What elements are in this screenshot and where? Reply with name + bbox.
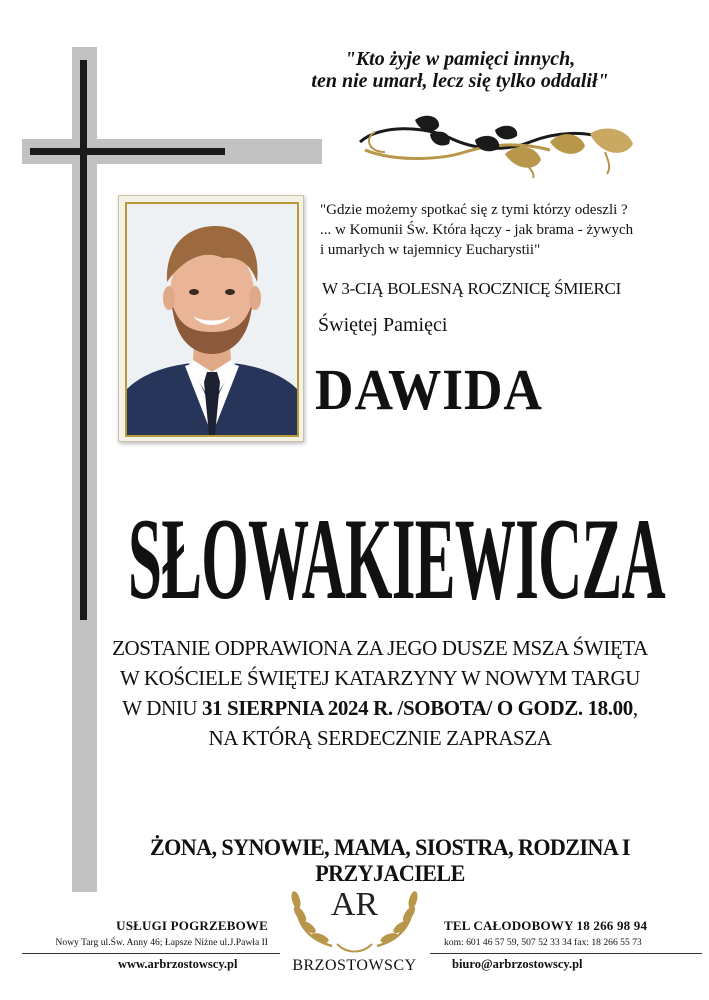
- portrait-photo-frame: [118, 195, 304, 442]
- verse-quote: [320, 200, 690, 260]
- mass-line-1: ZOSTANIE ODPRAWIONA ZA JEGO DUSZE MSZA ŚWIĘTA: [112, 636, 648, 660]
- phone-numbers: kom: 601 46 57 59, 507 52 33 34 fax: 18 266 55 73: [444, 937, 642, 948]
- mass-line-3: [60, 693, 700, 723]
- footer-left: [22, 918, 268, 948]
- memory-text: Świętej Pamięci: [318, 314, 448, 336]
- top-quote: [250, 48, 670, 92]
- vine-leaves-ornament-icon: [355, 112, 640, 180]
- top-quote-line-2: ten nie umarł, lecz się tylko oddalił": [311, 70, 609, 92]
- verse-line-1: "Gdzie możemy spotkać się z tymi którzy odeszli ?: [320, 202, 628, 218]
- portrait-photo: [125, 202, 299, 437]
- mass-line-3-prefix: W DNIU: [122, 696, 202, 720]
- family-signature: ŻONA, SYNOWIE, MAMA, SIOSTRA, RODZINA I PRZYJACIELE: [150, 835, 630, 886]
- verse-line-2: ... w Komunii Św. Która łączy - jak brama - żywych: [320, 222, 634, 238]
- footer-divider-left: [22, 953, 280, 954]
- email-link[interactable]: biuro@arbrzostowscy.pl: [452, 957, 583, 971]
- anniversary-text: W 3-CIĄ BOLESNĄ ROCZNICĘ ŚMIERCI: [322, 279, 621, 298]
- phone-24h: TEL CAŁODOBOWY 18 266 98 94: [444, 918, 648, 933]
- first-name: DAWIDA: [315, 357, 543, 422]
- logo-initials: AR: [330, 886, 379, 923]
- mass-line-4: NA KTÓRĄ SERDECZNIE ZAPRASZA: [208, 726, 552, 750]
- footer-right: [444, 918, 704, 948]
- funeral-services-address: Nowy Targ ul.Św. Anny 46; Łapsze Niżne ul.J.Pawła II: [55, 937, 268, 948]
- portrait-man-icon: [127, 204, 297, 435]
- cross-vertical-bar: [80, 60, 87, 620]
- last-name: SŁOWAKIEWICZA: [128, 494, 665, 624]
- funeral-services-title: USŁUGI POGRZEBOWE: [116, 918, 268, 933]
- cross-horizontal-bar: [30, 148, 225, 155]
- footer-divider-right: [430, 953, 702, 954]
- verse-line-3: i umarłych w tajemnicy Eucharystii": [320, 242, 541, 258]
- mass-date-time: 31 SIERPNIA 2024 R. /SOBOTA/ O GODZ. 18.00: [201, 696, 633, 720]
- mass-line-2: W KOŚCIELE ŚWIĘTEJ KATARZYNY W NOWYM TARGU: [120, 666, 640, 690]
- logo-name: BRZOSTOWSCY: [292, 957, 417, 974]
- top-quote-line-1: "Kto żyje w pamięci innych,: [344, 48, 576, 70]
- website-link[interactable]: www.arbrzostowscy.pl: [118, 957, 238, 971]
- company-logo: [282, 884, 427, 984]
- mass-announcement: [60, 633, 700, 753]
- mass-line-3-suffix: ,: [632, 696, 638, 720]
